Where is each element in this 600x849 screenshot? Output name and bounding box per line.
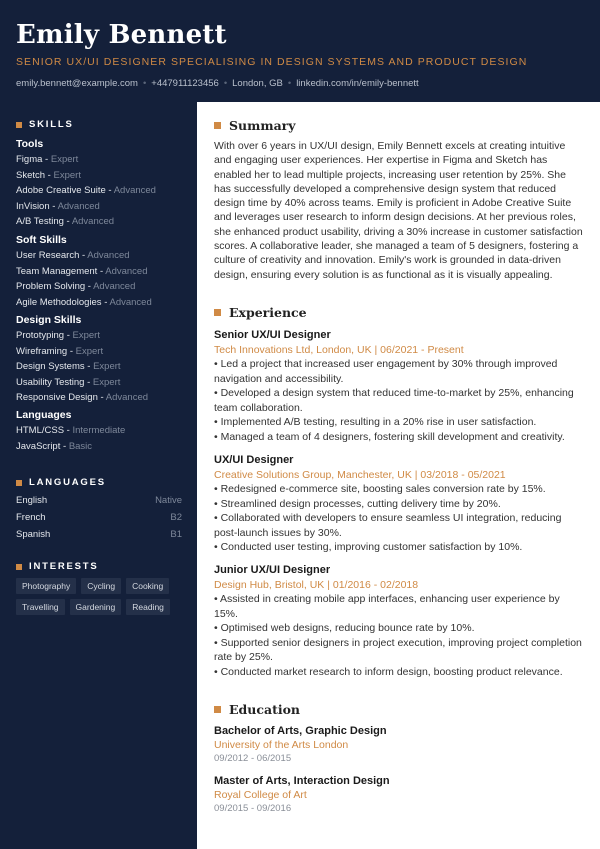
job-entry xyxy=(214,563,586,680)
interest-tag: Photography xyxy=(16,578,76,594)
summary-text: With over 6 years in UX/UI design, Emily Bennett excels at creating intuitive and engaging user experiences. Her expertise in Figma and Sketch has enabled her to lead multiple projects, increasing user retention by 25%. She has successfully developed a comprehensive design system that reduced design time by 40% across teams. Emily is proficient in Adobe Creative Suite and leverages user research to inform design decisions. At her previous roles, she enhanced product usability, driving a 30% increase in customer satisfaction scores. A collaborative leader, she managed a team of 5 designers, fostering a culture of creativity and innovation. Emily's work is grounded in data-driven design, ensuring every solution is as functional as it is visually appealing. xyxy=(214,140,583,281)
language-row: French B2 xyxy=(16,512,182,523)
contact-line xyxy=(16,78,419,89)
job-bullet: • Led a project that increased user engagement by 30% through improved navigation and accessibility. xyxy=(214,357,586,386)
skill-item: InVision - Advanced xyxy=(16,200,100,212)
skill-group-title: Design Skills xyxy=(16,314,82,326)
interest-tag: Gardening xyxy=(70,599,122,615)
job-bullet: • Supported senior designers in project execution, improving project completion rate by 25%. xyxy=(214,636,586,665)
skill-item: Responsive Design - Advanced xyxy=(16,392,149,404)
interest-tag: Travelling xyxy=(16,599,65,615)
degree: Bachelor of Arts, Graphic Design xyxy=(214,725,387,737)
job-bullet: • Streamlined design processes, cutting delivery time by 20%. xyxy=(214,497,586,512)
contact-linkedin[interactable]: linkedin.com/in/emily-bennett xyxy=(296,78,419,89)
education-entry xyxy=(214,724,584,765)
skills-section-title: SKILLS xyxy=(16,119,74,130)
job-bullets xyxy=(214,592,586,680)
job-bullet: • Developed a design system that reduced time-to-market by 25%, enhancing team collaboration. xyxy=(214,386,586,415)
interests-section-title: INTERESTS xyxy=(16,561,99,572)
languages-section-title: LANGUAGES xyxy=(16,477,106,488)
education-dates: 09/2012 - 06/2015 xyxy=(214,753,292,764)
summary-section-title: Summary xyxy=(214,118,296,133)
skill-item: Sketch - Expert xyxy=(16,169,81,181)
section-marker-icon xyxy=(16,122,22,128)
job-bullet: • Conducted market research to inform design, boosting product relevance. xyxy=(214,665,586,680)
contact-separator: • xyxy=(142,78,147,89)
section-marker-icon xyxy=(16,480,22,486)
language-row: Spanish B1 xyxy=(16,529,182,540)
skill-item: Agile Methodologies - Advanced xyxy=(16,296,152,308)
skill-item: Figma - Expert xyxy=(16,154,79,165)
job-company-dates: Design Hub, Bristol, UK | 01/2016 - 02/2018 xyxy=(214,579,419,591)
job-company-dates: Creative Solutions Group, Manchester, UK | 03/2018 - 05/2021 xyxy=(214,469,506,481)
language-row: English Native xyxy=(16,495,182,506)
job-bullet: • Collaborated with developers to ensure seamless UI integration, reducing post-launch issues by 30%. xyxy=(214,511,586,540)
contact-location: London, GB xyxy=(232,78,283,89)
interest-tag: Cooking xyxy=(126,578,169,594)
skill-group-tools xyxy=(16,137,191,230)
job-entry xyxy=(214,453,586,555)
section-marker-icon xyxy=(16,564,22,570)
skill-group-languages xyxy=(16,408,191,454)
candidate-headline: SENIOR UX/UI DESIGNER SPECIALISING IN DESIGN SYSTEMS AND PRODUCT DESIGN xyxy=(16,56,528,68)
skill-item: JavaScript - Basic xyxy=(16,440,93,452)
skill-item: Design Systems - Expert xyxy=(16,361,121,373)
skill-item: Usability Testing - Expert xyxy=(16,376,121,388)
interest-tag: Cycling xyxy=(81,578,121,594)
skill-item: Problem Solving - Advanced xyxy=(16,281,136,293)
education-section-title: Education xyxy=(214,702,300,717)
job-bullet: • Managed a team of 4 designers, fostering skill development and creativity. xyxy=(214,430,586,445)
contact-phone[interactable]: +447911123456 xyxy=(151,78,219,89)
interest-tag: Reading xyxy=(126,599,170,615)
skill-group-design-skills xyxy=(16,313,191,406)
skill-item: Adobe Creative Suite - Advanced xyxy=(16,185,156,197)
job-bullet: • Assisted in creating mobile app interfaces, enhancing user experience by 15%. xyxy=(214,592,586,621)
job-bullet: • Optimised web designs, reducing bounce rate by 10%. xyxy=(214,621,586,636)
section-marker-icon xyxy=(214,122,221,129)
job-company-dates: Tech Innovations Ltd, London, UK | 06/2021 - Present xyxy=(214,344,464,356)
skill-item: Wireframing - Expert xyxy=(16,345,104,357)
school: Royal College of Art xyxy=(214,789,307,801)
skill-group-soft-skills xyxy=(16,233,191,310)
job-bullets xyxy=(214,357,586,445)
skill-group-title: Tools xyxy=(16,138,44,150)
school: University of the Arts London xyxy=(214,739,349,751)
job-title: UX/UI Designer xyxy=(214,454,294,466)
candidate-name: Emily Bennett xyxy=(16,20,227,50)
skill-item: Team Management - Advanced xyxy=(16,265,148,277)
contact-separator: • xyxy=(223,78,228,89)
degree: Master of Arts, Interaction Design xyxy=(214,775,390,787)
interest-tags xyxy=(16,578,191,620)
skill-item: HTML/CSS - Intermediate xyxy=(16,425,126,436)
education-dates: 09/2015 - 09/2016 xyxy=(214,803,292,814)
job-bullets xyxy=(214,482,586,555)
skill-item: User Research - Advanced xyxy=(16,250,130,261)
section-marker-icon xyxy=(214,309,221,316)
skill-group-title: Languages xyxy=(16,409,72,421)
contact-email[interactable]: emily.bennett@example.com xyxy=(16,78,138,89)
job-title: Senior UX/UI Designer xyxy=(214,329,331,341)
skill-item: Prototyping - Expert xyxy=(16,330,100,341)
job-bullet: • Redesigned e-commerce site, boosting sales conversion rate by 15%. xyxy=(214,482,586,497)
job-bullet: • Implemented A/B testing, resulting in a 20% rise in user satisfaction. xyxy=(214,415,586,430)
job-entry xyxy=(214,328,586,445)
experience-section-title: Experience xyxy=(214,305,307,320)
skill-item: A/B Testing - Advanced xyxy=(16,216,115,228)
resume-header xyxy=(0,0,600,102)
job-bullet: • Conducted user testing, improving customer satisfaction by 10%. xyxy=(214,540,586,555)
job-title: Junior UX/UI Designer xyxy=(214,564,331,576)
contact-separator: • xyxy=(287,78,292,89)
education-entry xyxy=(214,774,584,815)
section-marker-icon xyxy=(214,706,221,713)
sidebar xyxy=(0,102,197,849)
skill-group-title: Soft Skills xyxy=(16,234,67,246)
